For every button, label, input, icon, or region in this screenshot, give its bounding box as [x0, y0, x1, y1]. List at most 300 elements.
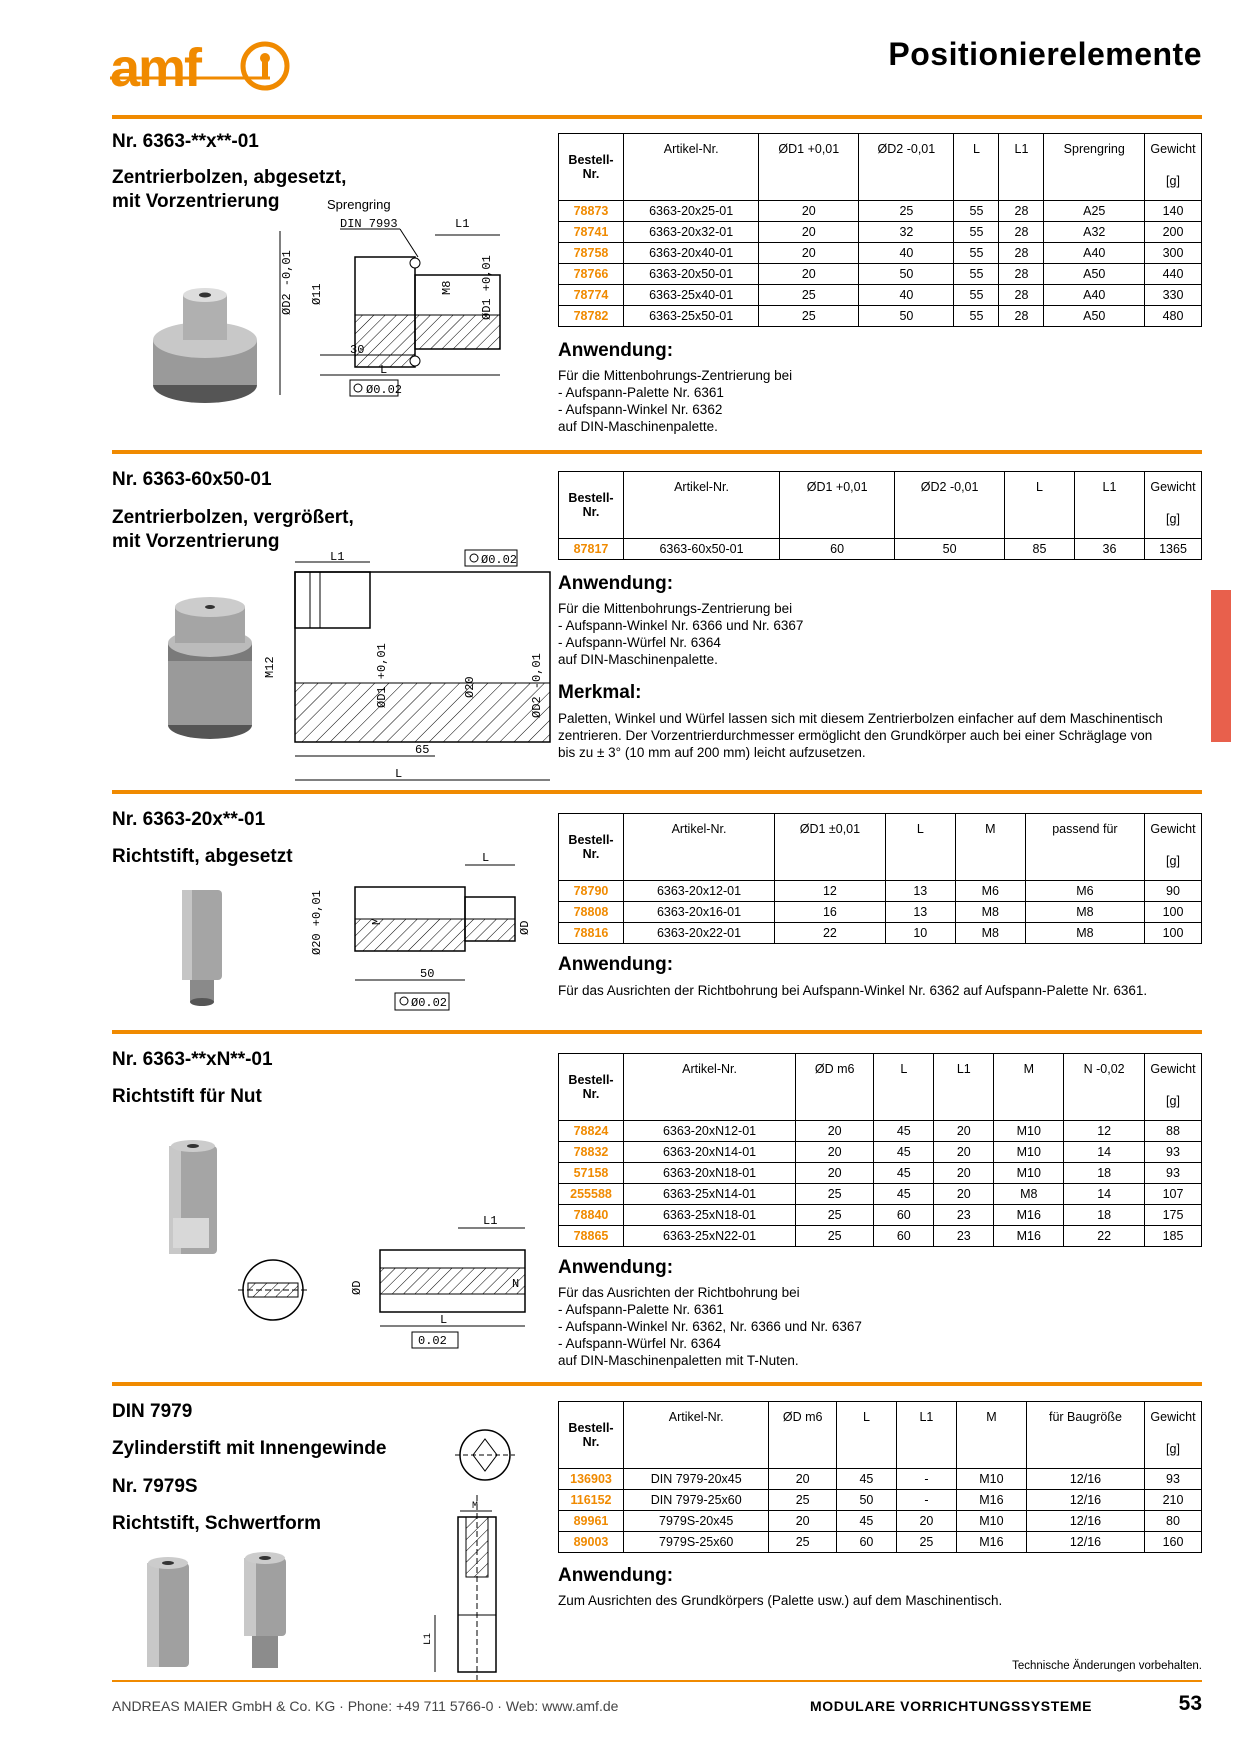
table-cell: 6363-20xN12-01 [624, 1121, 796, 1142]
table-cell: 93 [1145, 1163, 1202, 1184]
table-cell: M16 [956, 1532, 1026, 1553]
s3-dim-l: L [482, 851, 490, 865]
table-cell: 50 [859, 264, 954, 285]
s3-anw-title: Anwendung: [558, 954, 674, 975]
table-cell: 28 [999, 222, 1044, 243]
order-number: 255588 [559, 1184, 624, 1205]
s5-th-baugroesse: für Baugröße [1026, 1402, 1144, 1469]
table-cell: 12/16 [1026, 1469, 1144, 1490]
table-cell: 185 [1145, 1226, 1202, 1247]
table-cell: M8 [955, 923, 1025, 944]
s4-tolerance: 0.02 [418, 1334, 447, 1348]
table-cell: M6 [1025, 881, 1144, 902]
divider-4 [112, 1382, 1202, 1386]
divider-2 [112, 790, 1202, 794]
s1-anw-line: Für die Mittenbohrungs-Zentrierung bei [558, 368, 793, 383]
table-cell: 20 [769, 1469, 837, 1490]
table-cell: 90 [1145, 881, 1202, 902]
s5-th-m: M [956, 1402, 1026, 1469]
header-divider [112, 115, 1202, 119]
s5-photo-1 [143, 1555, 198, 1675]
table-cell: 140 [1145, 201, 1202, 222]
table-cell: 23 [934, 1205, 994, 1226]
s3-dim-m: M [370, 917, 384, 925]
s1-anw-line: - Aufspann-Palette Nr. 6361 [558, 385, 724, 400]
s5-anw-line: Zum Ausrichten des Grundkörpers (Palette usw.) auf dem Maschinentisch. [558, 1593, 1003, 1608]
s1-label-ring: Sprengring [327, 197, 391, 212]
s3-tolerance: Ø0.02 [411, 996, 448, 1010]
table-cell: M6 [955, 881, 1025, 902]
s2-th-l1: L1 [1075, 472, 1145, 539]
s3-photo [180, 885, 230, 1010]
s1-dim-30: 30 [350, 343, 365, 357]
s1-th-gewicht: Gewicht [1150, 142, 1196, 156]
order-number: 87817 [559, 539, 624, 560]
table-cell: 12/16 [1026, 1532, 1144, 1553]
table-cell: 330 [1145, 285, 1202, 306]
table-cell: 20 [896, 1511, 956, 1532]
table-cell: 55 [954, 243, 999, 264]
order-number: 116152 [559, 1490, 624, 1511]
table-cell: A50 [1044, 264, 1145, 285]
table-cell: A32 [1044, 222, 1145, 243]
table-cell: 88 [1145, 1121, 1202, 1142]
divider-3 [112, 1030, 1202, 1034]
table-cell: 45 [874, 1163, 934, 1184]
table-cell: 13 [885, 902, 955, 923]
s4-number: Nr. 6363-**xN**-01 [112, 1049, 273, 1070]
table-cell: 60 [874, 1226, 934, 1247]
s4-anw-text [558, 1284, 862, 1369]
table-cell: 28 [999, 243, 1044, 264]
s3-number: Nr. 6363-20x**-01 [112, 809, 266, 830]
s1-th-d2: ØD2 -0,01 [859, 134, 954, 201]
s4-th-d: ØD m6 [796, 1054, 874, 1121]
table-row [559, 222, 1202, 243]
table-cell: 20 [796, 1142, 874, 1163]
table-row [559, 881, 1202, 902]
table-cell: M10 [994, 1121, 1064, 1142]
s2-photo [160, 595, 260, 745]
s3-dim-d: ØD [518, 920, 532, 935]
table-cell: 210 [1145, 1490, 1202, 1511]
table-cell: 6363-20x22-01 [624, 923, 775, 944]
s5-top-view [455, 1425, 515, 1485]
footer-divider [112, 1680, 1202, 1682]
table-cell: M16 [994, 1205, 1064, 1226]
s4-anw-line: Für das Ausrichten der Richtbohrung bei [558, 1285, 800, 1300]
table-cell: 107 [1145, 1184, 1202, 1205]
order-number: 78865 [559, 1226, 624, 1247]
table-cell: M10 [994, 1142, 1064, 1163]
table-cell: 50 [859, 306, 954, 327]
table-cell: 160 [1145, 1532, 1202, 1553]
table-cell: 14 [1064, 1142, 1145, 1163]
table-cell: 45 [836, 1511, 896, 1532]
order-number: 78816 [559, 923, 624, 944]
table-cell: 28 [999, 306, 1044, 327]
table-row [559, 1121, 1202, 1142]
table-row [559, 1184, 1202, 1205]
s1-th-l1: L1 [999, 134, 1044, 201]
table-cell: 440 [1145, 264, 1202, 285]
order-number: 57158 [559, 1163, 624, 1184]
s2-merk-line: Paletten, Winkel und Würfel lassen sich mit diesem Zentrierbolzen einfacher auf dem Maschinentisch [558, 711, 1163, 726]
page-title: Positionierelemente [888, 36, 1202, 72]
s1-anw-text [558, 367, 792, 435]
s3-th-passend: passend für [1025, 814, 1144, 881]
s3-th-bestell: Bestell-Nr. [559, 814, 624, 881]
s2-anw-line: Für die Mittenbohrungs-Zentrierung bei [558, 601, 793, 616]
table-cell: 93 [1145, 1142, 1202, 1163]
table-row [559, 1532, 1202, 1553]
table-cell: 28 [999, 264, 1044, 285]
table-cell: 55 [954, 264, 999, 285]
table-cell: 20 [796, 1121, 874, 1142]
table-cell: 6363-25x40-01 [624, 285, 759, 306]
table-cell: 20 [934, 1142, 994, 1163]
table-cell: M10 [994, 1163, 1064, 1184]
s1-dim-d11: Ø11 [310, 283, 324, 305]
s1-label-din: DIN 7993 [340, 217, 398, 231]
s2-anw-line: - Aufspann-Würfel Nr. 6364 [558, 635, 721, 650]
order-number: 78824 [559, 1121, 624, 1142]
table-cell: 25 [796, 1184, 874, 1205]
s2-dim-l1: L1 [330, 550, 345, 564]
table-cell: 25 [796, 1205, 874, 1226]
s5-name-1: Zylinderstift mit Innengewinde [112, 1438, 387, 1459]
footer-note: Technische Änderungen vorbehalten. [1012, 1660, 1202, 1672]
s3-th-unit: [g] [1166, 854, 1180, 868]
s1-th-artikel: Artikel-Nr. [624, 134, 759, 201]
order-number: 78808 [559, 902, 624, 923]
table-cell: 12/16 [1026, 1511, 1144, 1532]
s5-th-unit: [g] [1166, 1442, 1180, 1456]
order-number: 78790 [559, 881, 624, 902]
s4-th-artikel: Artikel-Nr. [624, 1054, 796, 1121]
s1-dim-d2: ØD2 -0,01 [280, 250, 294, 315]
order-number: 78782 [559, 306, 624, 327]
s2-name-2: mit Vorzentrierung [112, 531, 280, 552]
s2-th-l: L [1005, 472, 1075, 539]
s2-dim-m12: M12 [263, 656, 277, 678]
s4-dim-n: N [512, 1277, 520, 1291]
s2-th-bestell: Bestell-Nr. [559, 472, 624, 539]
table-cell: 100 [1145, 902, 1202, 923]
table-cell: 6363-20x16-01 [624, 902, 775, 923]
s5-photo-2 [240, 1550, 295, 1675]
s4-anw-line: - Aufspann-Palette Nr. 6361 [558, 1302, 724, 1317]
s2-dim-d1: ØD1 +0,01 [375, 643, 389, 708]
table-cell: 55 [954, 306, 999, 327]
s4-th-m: M [994, 1054, 1064, 1121]
s2-tolerance: Ø0.02 [481, 553, 518, 567]
s2-anw-line: auf DIN-Maschinenpalette. [558, 652, 718, 667]
table-row [559, 1490, 1202, 1511]
table-cell: M16 [956, 1490, 1026, 1511]
s1-dim-l1: L1 [455, 217, 470, 231]
s5-anw-title: Anwendung: [558, 1565, 674, 1586]
table-cell: M8 [955, 902, 1025, 923]
s4-th-n: N -0,02 [1064, 1054, 1145, 1121]
table-row [559, 264, 1202, 285]
table-cell: 6363-20x50-01 [624, 264, 759, 285]
s4-th-bestell: Bestell-Nr. [559, 1054, 624, 1121]
s1-th-d1: ØD1 +0,01 [759, 134, 859, 201]
table-cell: 23 [934, 1226, 994, 1247]
table-row [559, 285, 1202, 306]
table-cell: 6363-60x50-01 [624, 539, 780, 560]
s2-anw-title: Anwendung: [558, 573, 674, 594]
s4-anw-line: - Aufspann-Winkel Nr. 6362, Nr. 6366 und Nr. 6367 [558, 1319, 862, 1334]
table-cell: 25 [896, 1532, 956, 1553]
s3-drawing [310, 845, 550, 1015]
table-cell: 60 [874, 1205, 934, 1226]
s1-tolerance: Ø0.02 [366, 383, 403, 397]
table-cell: 28 [999, 285, 1044, 306]
table-cell: 18 [1064, 1205, 1145, 1226]
s5-dim-m: M [472, 1501, 479, 1512]
s2-dim-65: 65 [415, 743, 430, 757]
s2-th-gewicht: Gewicht [1150, 480, 1196, 494]
table-cell: 6363-20x25-01 [624, 201, 759, 222]
table-cell: 6363-25xN22-01 [624, 1226, 796, 1247]
table-cell: 6363-20x40-01 [624, 243, 759, 264]
order-number: 78741 [559, 222, 624, 243]
logo-text: amf [110, 38, 201, 98]
table-cell: 55 [954, 285, 999, 306]
s5-th-d: ØD m6 [769, 1402, 837, 1469]
table-cell: A40 [1044, 285, 1145, 306]
table-cell: 6363-25xN18-01 [624, 1205, 796, 1226]
s3-table [558, 813, 1202, 944]
table-cell: 6363-25xN14-01 [624, 1184, 796, 1205]
s3-th-artikel: Artikel-Nr. [624, 814, 775, 881]
table-cell: 480 [1145, 306, 1202, 327]
table-cell: 36 [1075, 539, 1145, 560]
table-cell: 45 [874, 1142, 934, 1163]
s4-anw-line: auf DIN-Maschinenpaletten mit T-Nuten. [558, 1353, 799, 1368]
table-cell: 20 [796, 1163, 874, 1184]
table-cell: M10 [956, 1469, 1026, 1490]
table-cell: 18 [1064, 1163, 1145, 1184]
table-cell: 50 [836, 1490, 896, 1511]
table-cell: 12/16 [1026, 1490, 1144, 1511]
table-cell: 175 [1145, 1205, 1202, 1226]
s2-table [558, 471, 1202, 560]
table-cell: 6363-20xN14-01 [624, 1142, 796, 1163]
table-row [559, 902, 1202, 923]
order-number: 78832 [559, 1142, 624, 1163]
table-cell: 20 [759, 243, 859, 264]
s2-th-unit: [g] [1166, 512, 1180, 526]
s2-th-d1: ØD1 +0,01 [780, 472, 895, 539]
table-cell: 12 [775, 881, 886, 902]
s1-anw-line: auf DIN-Maschinenpalette. [558, 419, 718, 434]
s1-name-1: Zentrierbolzen, abgesetzt, [112, 167, 347, 188]
s2-dim-d2: ØD2 -0,01 [530, 653, 544, 718]
side-tab [1211, 590, 1231, 742]
table-cell: A50 [1044, 306, 1145, 327]
table-row [559, 1205, 1202, 1226]
table-cell: M8 [1025, 902, 1144, 923]
s4-section-view [238, 1255, 308, 1325]
s3-th-d1: ØD1 ±0,01 [775, 814, 886, 881]
s1-anw-line: - Aufspann-Winkel Nr. 6362 [558, 402, 723, 417]
table-cell: 13 [885, 881, 955, 902]
table-cell: 200 [1145, 222, 1202, 243]
table-cell: 32 [859, 222, 954, 243]
table-cell: A40 [1044, 243, 1145, 264]
table-cell: DIN 7979-25x60 [624, 1490, 769, 1511]
table-cell: 22 [775, 923, 886, 944]
s4-th-l1: L1 [934, 1054, 994, 1121]
table-cell: 55 [954, 222, 999, 243]
s2-number: Nr. 6363-60x50-01 [112, 469, 272, 490]
s1-table [558, 133, 1202, 327]
table-cell: 25 [759, 306, 859, 327]
s4-drawing [340, 1210, 560, 1355]
table-row [559, 201, 1202, 222]
s3-anw-line: Für das Ausrichten der Richtbohrung bei Aufspann-Winkel Nr. 6362 auf Aufspann-Palette Nr. 6361. [558, 983, 1148, 998]
order-number: 78766 [559, 264, 624, 285]
table-cell: 45 [874, 1184, 934, 1205]
order-number: 89003 [559, 1532, 624, 1553]
s1-drawing [280, 195, 550, 445]
s3-anw-text [558, 982, 1147, 999]
table-cell: 6363-25x50-01 [624, 306, 759, 327]
s1-dim-l: L [380, 363, 388, 377]
s5-dim-l1: L1 [423, 1632, 434, 1645]
s4-dim-l1: L1 [483, 1214, 498, 1228]
table-row [559, 243, 1202, 264]
table-row [559, 306, 1202, 327]
s4-table [558, 1053, 1202, 1247]
table-row [559, 1469, 1202, 1490]
table-cell: 25 [859, 201, 954, 222]
table-row [559, 923, 1202, 944]
s4-th-unit: [g] [1166, 1094, 1180, 1108]
s5-th-bestell: Bestell-Nr. [559, 1402, 624, 1469]
table-cell: M8 [994, 1184, 1064, 1205]
s4-anw-line: - Aufspann-Würfel Nr. 6364 [558, 1336, 721, 1351]
s5-drawing [420, 1495, 530, 1680]
table-cell: 40 [859, 285, 954, 306]
divider-1 [112, 450, 1202, 454]
table-cell: 25 [759, 285, 859, 306]
s4-dim-d: ØD [350, 1280, 364, 1295]
table-cell: 20 [759, 201, 859, 222]
table-cell: 60 [780, 539, 895, 560]
order-number: 136903 [559, 1469, 624, 1490]
table-row [559, 539, 1202, 560]
s1-dim-m8: M8 [440, 280, 454, 295]
s4-photo [165, 1138, 225, 1263]
s5-th-l1: L1 [896, 1402, 956, 1469]
table-cell: M10 [956, 1511, 1026, 1532]
table-cell: - [896, 1469, 956, 1490]
table-cell: 45 [836, 1469, 896, 1490]
s1-th-unit: [g] [1166, 174, 1180, 188]
table-cell: 20 [759, 222, 859, 243]
table-cell: 7979S-20x45 [624, 1511, 769, 1532]
s2-merk-line: bis zu ± 3° (10 mm auf 200 mm) leicht aufzusetzen. [558, 745, 866, 760]
table-cell: 60 [836, 1532, 896, 1553]
s1-number: Nr. 6363-**x**-01 [112, 131, 259, 152]
s5-th-l: L [836, 1402, 896, 1469]
s2-dim-d20: Ø20 [463, 676, 477, 698]
s1-photo [150, 285, 260, 410]
s1-anw-title: Anwendung: [558, 340, 674, 361]
table-cell: 80 [1145, 1511, 1202, 1532]
table-cell: 22 [1064, 1226, 1145, 1247]
s5-number: DIN 7979 [112, 1401, 193, 1422]
s3-th-l: L [885, 814, 955, 881]
table-cell: 20 [934, 1121, 994, 1142]
s3-dim-d20: Ø20 +0,01 [310, 890, 324, 955]
s2-merk-line: zentrieren. Der Vorzentrierdurchmesser ermöglicht den Grundkörper auch bei einer Schräglage von [558, 728, 1153, 743]
order-number: 78758 [559, 243, 624, 264]
table-cell: 16 [775, 902, 886, 923]
table-row [559, 1142, 1202, 1163]
table-cell: 10 [885, 923, 955, 944]
s3-th-m: M [955, 814, 1025, 881]
s4-th-l: L [874, 1054, 934, 1121]
table-cell: 12 [1064, 1121, 1145, 1142]
table-cell: 100 [1145, 923, 1202, 944]
table-cell: M8 [1025, 923, 1144, 944]
page-number: 53 [1178, 1692, 1202, 1715]
table-cell: 25 [769, 1532, 837, 1553]
s5-name-2: Richtstift, Schwertform [112, 1513, 322, 1534]
table-cell: 6363-20x12-01 [624, 881, 775, 902]
s4-anw-title: Anwendung: [558, 1257, 674, 1278]
table-cell: 20 [769, 1511, 837, 1532]
table-cell: 40 [859, 243, 954, 264]
s5-number-2: Nr. 7979S [112, 1476, 198, 1497]
table-cell: 25 [769, 1490, 837, 1511]
s3-th-gewicht: Gewicht [1150, 822, 1196, 836]
s2-anw-line: - Aufspann-Winkel Nr. 6366 und Nr. 6367 [558, 618, 804, 633]
table-cell: 50 [895, 539, 1005, 560]
s2-merk-title: Merkmal: [558, 682, 642, 703]
table-row [559, 1511, 1202, 1532]
s2-merk-text [558, 710, 1163, 761]
table-row [559, 1226, 1202, 1247]
table-cell: 20 [759, 264, 859, 285]
s1-th-l: L [954, 134, 999, 201]
s4-th-gewicht: Gewicht [1150, 1062, 1196, 1076]
s3-dim-50: 50 [420, 967, 435, 981]
table-cell: 7979S-25x60 [624, 1532, 769, 1553]
s2-anw-text [558, 600, 803, 668]
s1-dim-d1: ØD1 +0,01 [480, 255, 494, 320]
table-cell: M16 [994, 1226, 1064, 1247]
s1-th-ring: Sprengring [1044, 134, 1145, 201]
table-cell: 25 [796, 1226, 874, 1247]
s5-th-gewicht: Gewicht [1150, 1410, 1196, 1424]
s4-dim-l: L [440, 1313, 448, 1327]
table-row [559, 1163, 1202, 1184]
table-cell: 300 [1145, 243, 1202, 264]
s4-name-1: Richtstift für Nut [112, 1086, 262, 1107]
s5-anw-text [558, 1592, 1002, 1609]
table-cell: 20 [934, 1163, 994, 1184]
table-cell: A25 [1044, 201, 1145, 222]
s1-name-2: mit Vorzentrierung [112, 191, 280, 212]
s1-th-bestell: Bestell-Nr. [559, 134, 624, 201]
table-cell: 55 [954, 201, 999, 222]
